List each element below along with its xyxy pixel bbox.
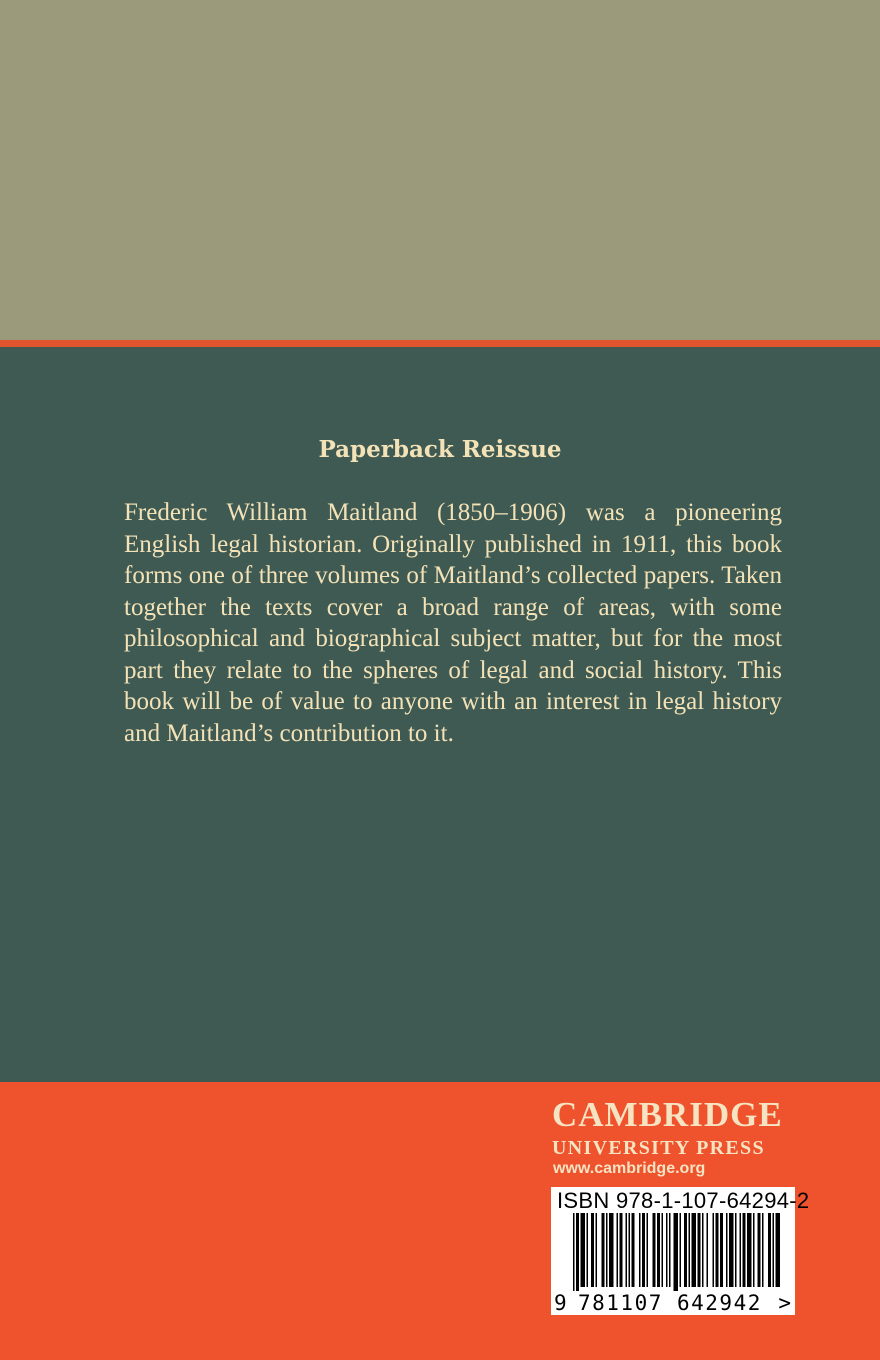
ean-arrow: >: [778, 1291, 791, 1315]
heading: Paperback Reissue: [318, 436, 562, 463]
barcode-panel: [551, 1187, 810, 1315]
barcode-digits: [551, 1291, 795, 1315]
ean-left-digits: 781107: [578, 1291, 663, 1315]
ean-first-digit: 9: [554, 1291, 567, 1315]
top-band: [0, 0, 880, 340]
publisher-subtitle: UNIVERSITY PRESS: [552, 1137, 765, 1159]
book-description: Frederic William Maitland (1850–1906) was a pioneering English legal historian. Originally published in 1911, this book forms one of three volumes of Maitland’s collected papers. Taken together the texts cover a broad range of areas, with some philosophical and biographical subject matter, but for the most part they relate to the spheres of legal and social history. This book will be of value to anyone with an interest in legal history and Maitland’s contribution to it.: [124, 499, 782, 747]
publisher-url: www.cambridge.org: [553, 1160, 706, 1177]
publisher-name: CAMBRIDGE: [552, 1095, 783, 1134]
accent-stripe: [0, 340, 880, 347]
barcode-icon: [551, 1213, 795, 1293]
isbn-label: ISBN 978-1-107-64294-2: [557, 1188, 810, 1213]
publisher-logo: [552, 1097, 792, 1161]
ean-right-digits: 642942: [677, 1291, 762, 1315]
